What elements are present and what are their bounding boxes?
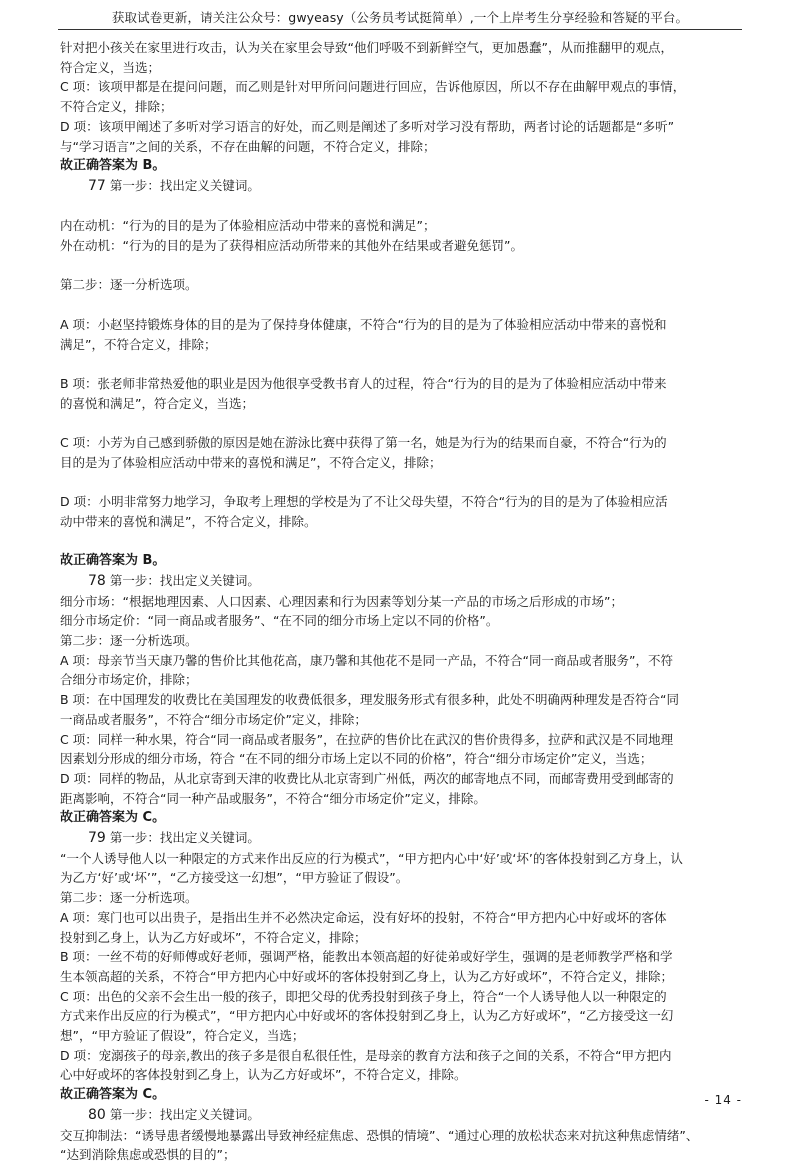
q78-step1 — [60, 571, 752, 592]
q77-step2: 第二步：逐一分析选项。 — [60, 277, 198, 293]
q79-option-c-line2: 方式来作出反应的行为模式”，“甲方把内心中好或坏的客体投射到乙身上，认为乙方好或坏”，“乙方接受这一幻 — [60, 1008, 674, 1024]
q76-option-c-line2: 不符合定义，排除； — [60, 99, 173, 115]
q77-step1-text: 第一步：找出定义关键词。 — [109, 177, 260, 193]
page-header: 获取试卷更新，请关注公众号：gwyeasy（公务员考试挺简单）,一个上岸考生分享经验和答疑的平台。 — [111, 10, 689, 25]
q77-option-b-line2: 的喜悦和满足”，符合定义，当选； — [60, 395, 254, 411]
q79-option-c-line3: 想”，“甲方验证了假设”，符合定义，当选； — [60, 1028, 305, 1044]
q77-answer: 故正确答案为 B。 — [60, 553, 166, 569]
q79-option-d-line2: 心中好或坏的客体投射到乙身上，认为乙方好或坏”，不符合定义，排除。 — [60, 1067, 467, 1083]
q77-step1 — [60, 176, 752, 197]
q76-option-d-line2: 与“学习语言”之间的关系，不存在曲解的问题，不符合定义，排除； — [60, 138, 436, 154]
q78-step2: 第二步：逐一分析选项。 — [60, 632, 198, 648]
q77-option-c-line2: 目的是为了体验相应活动中带来的喜悦和满足”，不符合定义，排除； — [60, 454, 442, 470]
q78-step1-text: 第一步：找出定义关键词。 — [109, 572, 260, 588]
q76-option-c-line1: C 项：该项甲都是在提问问题，而乙则是针对甲所问问题进行回应，告诉他原因，所以不存在曲解甲观点的事情， — [60, 79, 686, 95]
q78-option-c-line1: C 项：同样一种水果，符合“同一商品或者服务”，在拉萨的售价比在武汉的售价贵得多，拉萨和武汉是不同地理 — [60, 731, 674, 747]
q76-answer: 故正确答案为 B。 — [60, 158, 166, 174]
q79-option-a-line2: 投射到乙身上，认为乙方好或坏”，不符合定义，排除； — [60, 929, 367, 945]
q79-option-d-line1: D 项：宠溺孩子的母亲,教出的孩子多是很自私很任性，是母亲的教育方法和孩子之间的关系，不符合“甲方把内 — [60, 1047, 672, 1063]
q77-option-b-line1: B 项：张老师非常热爱他的职业是因为他很享受教书育人的过程，符合“行为的目的是为了体验相应活动中带来 — [60, 375, 667, 391]
q78-option-b-line1: B 项：在中国理发的收费比在美国理发的收费低很多，理发服务形式有很多种，此处不明确两种理发是否符合“同 — [60, 692, 680, 708]
q77-definition-1: 内在动机：“行为的目的是为了体验相应活动中带来的喜悦和满足”； — [60, 218, 436, 234]
q78-option-c-line2: 因素划分形成的细分市场，符合 “在不同的细分市场上定以不同的价格”，符合“细分市场定价”定义，当选； — [60, 751, 653, 767]
q80-definition-line1: 交互抑制法：“诱导患者缓慢地暴露出导致神经症焦虑、恐惧的情境”、“通过心理的放松状态来对抗这种焦虑情绪”、 — [60, 1127, 699, 1143]
q79-option-a-line1: A 项：寒门也可以出贵子，是指出生并不必然决定命运，没有好坏的投射，不符合“甲方把内心中好或坏的客体 — [60, 909, 667, 925]
q77-definition-2: 外在动机：“行为的目的是为了获得相应活动所带来的其他外在结果或者避免惩罚”。 — [60, 238, 523, 254]
q79-step2: 第二步：逐一分析选项。 — [60, 890, 198, 906]
q76-option-d-line1: D 项：该项甲阐述了多听对学习语言的好处，而乙则是阐述了多听对学习没有帮助，两者讨论的话题都是“多听” — [60, 118, 675, 134]
document-body — [60, 38, 752, 1165]
q77-option-d-line1: D 项：小明非常努力地学习，争取考上理想的学校是为了不让父母失望，不符合“行为的目的是为了体验相应活 — [60, 494, 668, 510]
q78-option-b-line2: 一商品或者服务”，不符合“细分市场定价”定义，排除； — [60, 711, 367, 727]
q76-option-b-line2: 符合定义，当选； — [60, 59, 161, 75]
q77-option-c-line1: C 项：小芳为自己感到骄傲的原因是她在游泳比赛中获得了第一名，她是为行为的结果而自豪，不符合“行为的 — [60, 434, 667, 450]
q79-definition-line2: 为乙方‘好’或‘坏’”，“乙方接受这一幻想”，“甲方验证了假设”。 — [60, 870, 409, 886]
header-divider — [58, 29, 742, 30]
q79-number: 79 — [88, 830, 106, 847]
q77-number: 77 — [88, 177, 106, 194]
q78-definition-2: 细分市场定价：“同一商品或者服务”、“在不同的细分市场上定以不同的价格”。 — [60, 613, 499, 629]
q79-answer: 故正确答案为 C。 — [60, 1087, 166, 1103]
q78-option-d-line2: 距离影响，不符合“同一种产品或服务”，不符合“细分市场定价”定义，排除。 — [60, 790, 486, 806]
q77-option-a-line2: 满足”，不符合定义，排除； — [60, 336, 217, 352]
q79-step1-text: 第一步：找出定义关键词。 — [109, 830, 260, 846]
q79-option-b-line1: B 项：一丝不苟的好师傅或好老师，强调严格，能教出本领高超的好徒弟或好学生，强调的是老师教学严格和学 — [60, 949, 673, 965]
q78-definition-1: 细分市场：“根据地理因素、人口因素、心理因素和行为因素等划分某一产品的市场之后形成的市场”； — [60, 593, 623, 609]
q79-step1 — [60, 828, 752, 849]
q77-option-d-line2: 动中带来的喜悦和满足”，不符合定义，排除。 — [60, 513, 317, 529]
q78-answer: 故正确答案为 C。 — [60, 810, 166, 826]
q79-option-c-line1: C 项：出色的父亲不会生出一般的孩子，即把父母的优秀投射到孩子身上，符合“一个人诱导他人以一种限定的 — [60, 988, 667, 1004]
q78-number: 78 — [88, 572, 106, 589]
q80-number: 80 — [88, 1106, 106, 1123]
q78-option-a-line1: A 项：母亲节当天康乃馨的售价比其他花高，康乃馨和其他花不是同一产品，不符合“同一商品或者服务”，不符 — [60, 652, 673, 668]
q80-step1-text: 第一步：找出定义关键词。 — [109, 1106, 260, 1122]
q80-definition-line2: “达到消除焦虑或恐惧的目的”； — [60, 1147, 236, 1163]
q77-option-a-line1: A 项：小赵坚持锻炼身体的目的是为了保持身体健康，不符合“行为的目的是为了体验相应活动中带来的喜悦和 — [60, 316, 667, 332]
q79-option-b-line2: 生本领高超的关系，不符合“甲方把内心中好或坏的客体投射到乙身上，认为乙方好或坏”，不符合定义，排除； — [60, 968, 673, 984]
page-number: - 14 - — [704, 1093, 742, 1107]
q76-option-b-line1: 针对把小孩关在家里进行攻击，认为关在家里会导致“他们呼吸不到新鲜空气，更加愚蠢”，从而推翻甲的观点， — [60, 40, 673, 55]
q78-option-a-line2: 合细分市场定价，排除； — [60, 672, 198, 688]
q78-option-d-line1: D 项：同样的物品，从北京寄到天津的收费比从北京寄到广州低，两次的邮寄地点不同，而邮寄费用受到邮寄的 — [60, 770, 674, 786]
q80-step1 — [60, 1105, 752, 1126]
q79-definition-line1: “一个人诱导他人以一种限定的方式来作出反应的行为模式”，“甲方把内心中‘好’或‘坏’的客体投射到乙方身上，认 — [60, 850, 683, 866]
